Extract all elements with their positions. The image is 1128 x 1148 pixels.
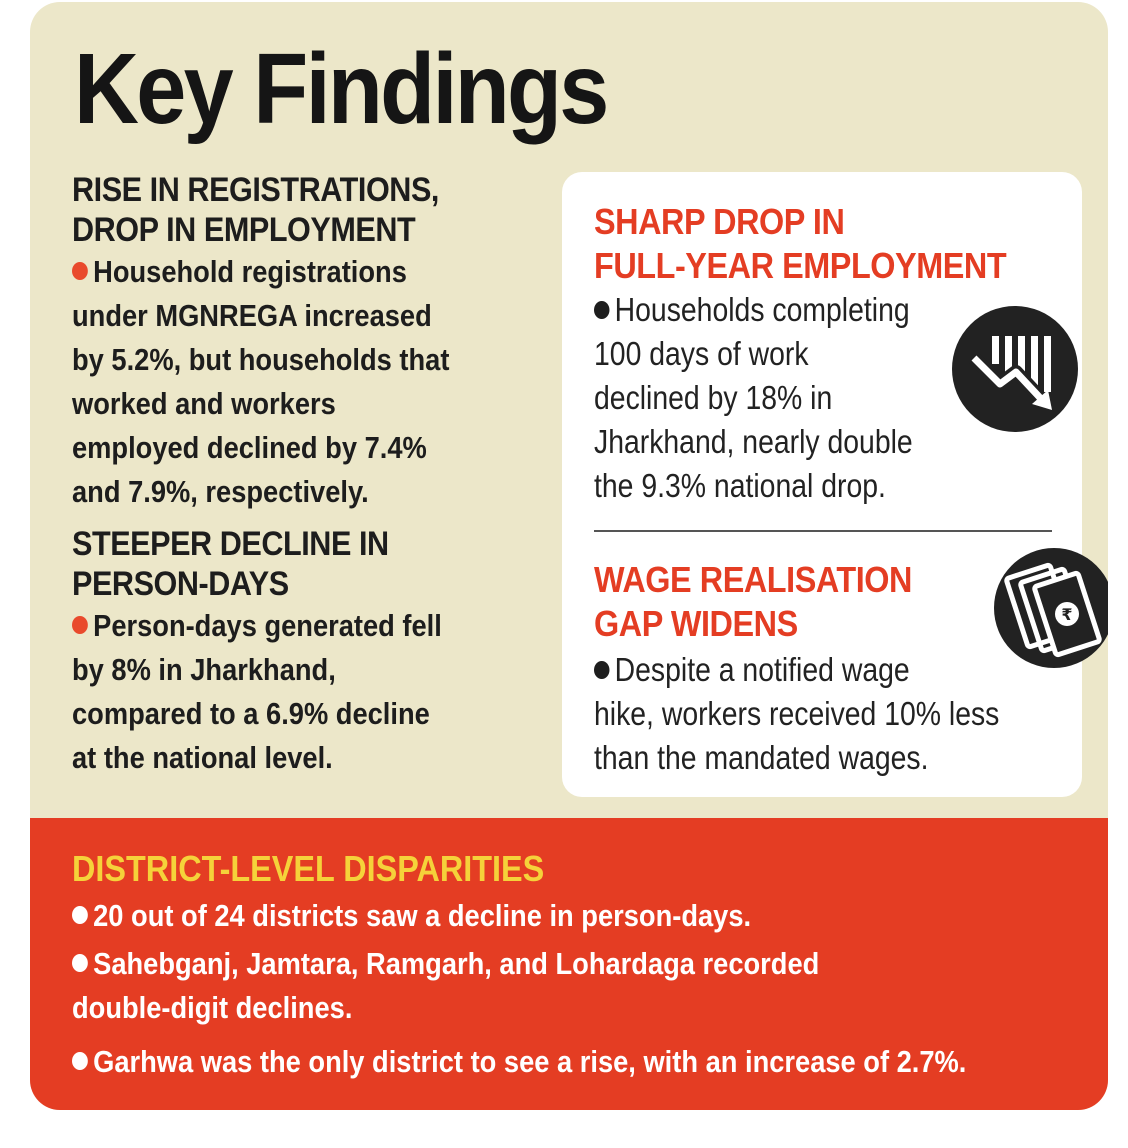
band-bullet	[72, 942, 1075, 986]
box-heading-line: FULL-YEAR EMPLOYMENT	[594, 245, 1007, 286]
bullet-dot-icon	[72, 906, 88, 924]
body-line: by 5.2%, but households that	[72, 342, 450, 377]
band-heading: DISTRICT-LEVEL DISPARITIES	[72, 848, 545, 889]
section-heading-line: PERSON-DAYS	[72, 565, 289, 603]
bullet-dot-icon	[594, 301, 609, 319]
body-line: Households completing	[614, 291, 910, 328]
body-line: 100 days of work	[594, 335, 809, 372]
box-heading-line: WAGE REALISATION	[594, 559, 913, 600]
bullet-text: Sahebganj, Jamtara, Ramgarh, and Lohardaga recorded	[93, 946, 820, 981]
body-line: the 9.3% national drop.	[594, 467, 886, 504]
bullet-dot-icon	[72, 954, 88, 972]
page-title: Key Findings	[74, 33, 607, 145]
district-disparities-band	[30, 818, 1108, 1110]
section-body	[72, 250, 565, 514]
bullet-dot-icon	[72, 616, 88, 634]
bullet-dot-icon	[72, 262, 88, 280]
rupee-symbol: ₹	[1061, 605, 1073, 624]
left-column	[72, 170, 572, 794]
body-line: than the mandated wages.	[594, 739, 929, 776]
section-heading-line: STEEPER DECLINE IN	[72, 525, 389, 563]
body-line: hike, workers received 10% less	[594, 695, 1000, 732]
key-findings-card	[30, 2, 1108, 1110]
right-info-box	[562, 172, 1082, 797]
box-heading-line: SHARP DROP IN	[594, 201, 845, 242]
bullet-dot-icon	[72, 1052, 88, 1070]
band-bullet	[72, 894, 1075, 938]
bullet-text: Garhwa was the only district to see a rise, with an increase of 2.7%.	[93, 1044, 967, 1079]
body-line: Despite a notified wage	[614, 651, 910, 688]
section-steeper-decline	[72, 524, 572, 780]
section-body	[72, 604, 565, 780]
band-bullet-continuation: double-digit declines.	[72, 990, 353, 1025]
body-line: Household registrations	[93, 254, 407, 289]
body-line: and 7.9%, respectively.	[72, 474, 369, 509]
body-line: declined by 18% in	[594, 379, 833, 416]
body-line: employed declined by 7.4%	[72, 430, 427, 465]
section-rise-in-registrations	[72, 170, 572, 514]
body-line: Jharkhand, nearly double	[594, 423, 913, 460]
bullet-dot-icon	[594, 661, 609, 679]
body-line: Person-days generated fell	[93, 608, 442, 643]
section-heading-line: DROP IN EMPLOYMENT	[72, 211, 416, 249]
bullet-text: 20 out of 24 districts saw a decline in person-days.	[93, 898, 752, 933]
body-line: compared to a 6.9% decline	[72, 696, 430, 731]
section-divider	[594, 530, 1052, 532]
body-line: at the national level.	[72, 740, 333, 775]
body-line: worked and workers	[72, 386, 336, 421]
box-heading-line: GAP WIDENS	[594, 603, 798, 644]
box-body	[594, 288, 1007, 508]
declining-chart-icon	[952, 306, 1078, 432]
rupee-notes-icon	[994, 548, 1108, 668]
section-heading-line: RISE IN REGISTRATIONS,	[72, 171, 439, 209]
band-bullet	[72, 1040, 1075, 1084]
body-line: by 8% in Jharkhand,	[72, 652, 336, 687]
body-line: under MGNREGA increased	[72, 298, 432, 333]
